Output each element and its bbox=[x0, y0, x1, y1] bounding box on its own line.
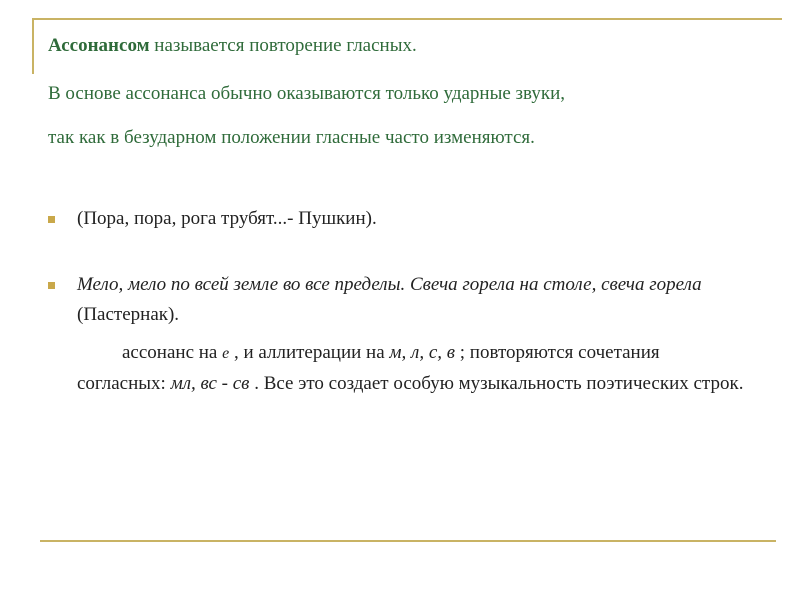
examples-list bbox=[48, 204, 748, 399]
analysis-consonants: м, л, с, в bbox=[389, 342, 455, 363]
frame-left-line bbox=[32, 18, 34, 74]
example-pasternak bbox=[48, 270, 748, 399]
definition-term: Ассонансом bbox=[48, 35, 150, 56]
analysis-part-4: . Все это создает особую музыкальность поэтических строк. bbox=[249, 373, 744, 394]
analysis-part-2: , и аллитерации на bbox=[229, 342, 390, 363]
analysis-paragraph bbox=[77, 338, 748, 399]
example-pasternak-quote: Мело, мело по всей земле во все пределы. Свеча горела на столе, свеча горела bbox=[77, 274, 702, 295]
example-pushkin-text: (Пора, пора, рога трубят...- Пушкин). bbox=[77, 208, 377, 229]
analysis-part-1: ассонанс на bbox=[122, 342, 223, 363]
explanation-line-1: В основе ассонанса обычно оказываются только ударные звуки, bbox=[48, 83, 566, 104]
analysis-part-3: ; повторяются сочетания согласных: bbox=[77, 342, 660, 394]
example-pasternak-author: (Пастернак). bbox=[77, 304, 180, 325]
definition-text: называется повторение гласных. bbox=[149, 35, 417, 56]
example-pushkin bbox=[48, 204, 748, 234]
square-bullet-icon bbox=[48, 282, 55, 289]
analysis-clusters: мл, вс - св bbox=[170, 373, 250, 394]
frame-bottom-line bbox=[40, 540, 776, 542]
explanation-line-2: так как в безударном положении гласные часто изменяются. bbox=[48, 127, 535, 148]
frame-top-line bbox=[32, 18, 782, 20]
square-bullet-icon bbox=[48, 216, 55, 223]
definition-title bbox=[48, 32, 768, 60]
slide-header bbox=[48, 32, 768, 152]
analysis-vowel: е bbox=[222, 345, 230, 362]
